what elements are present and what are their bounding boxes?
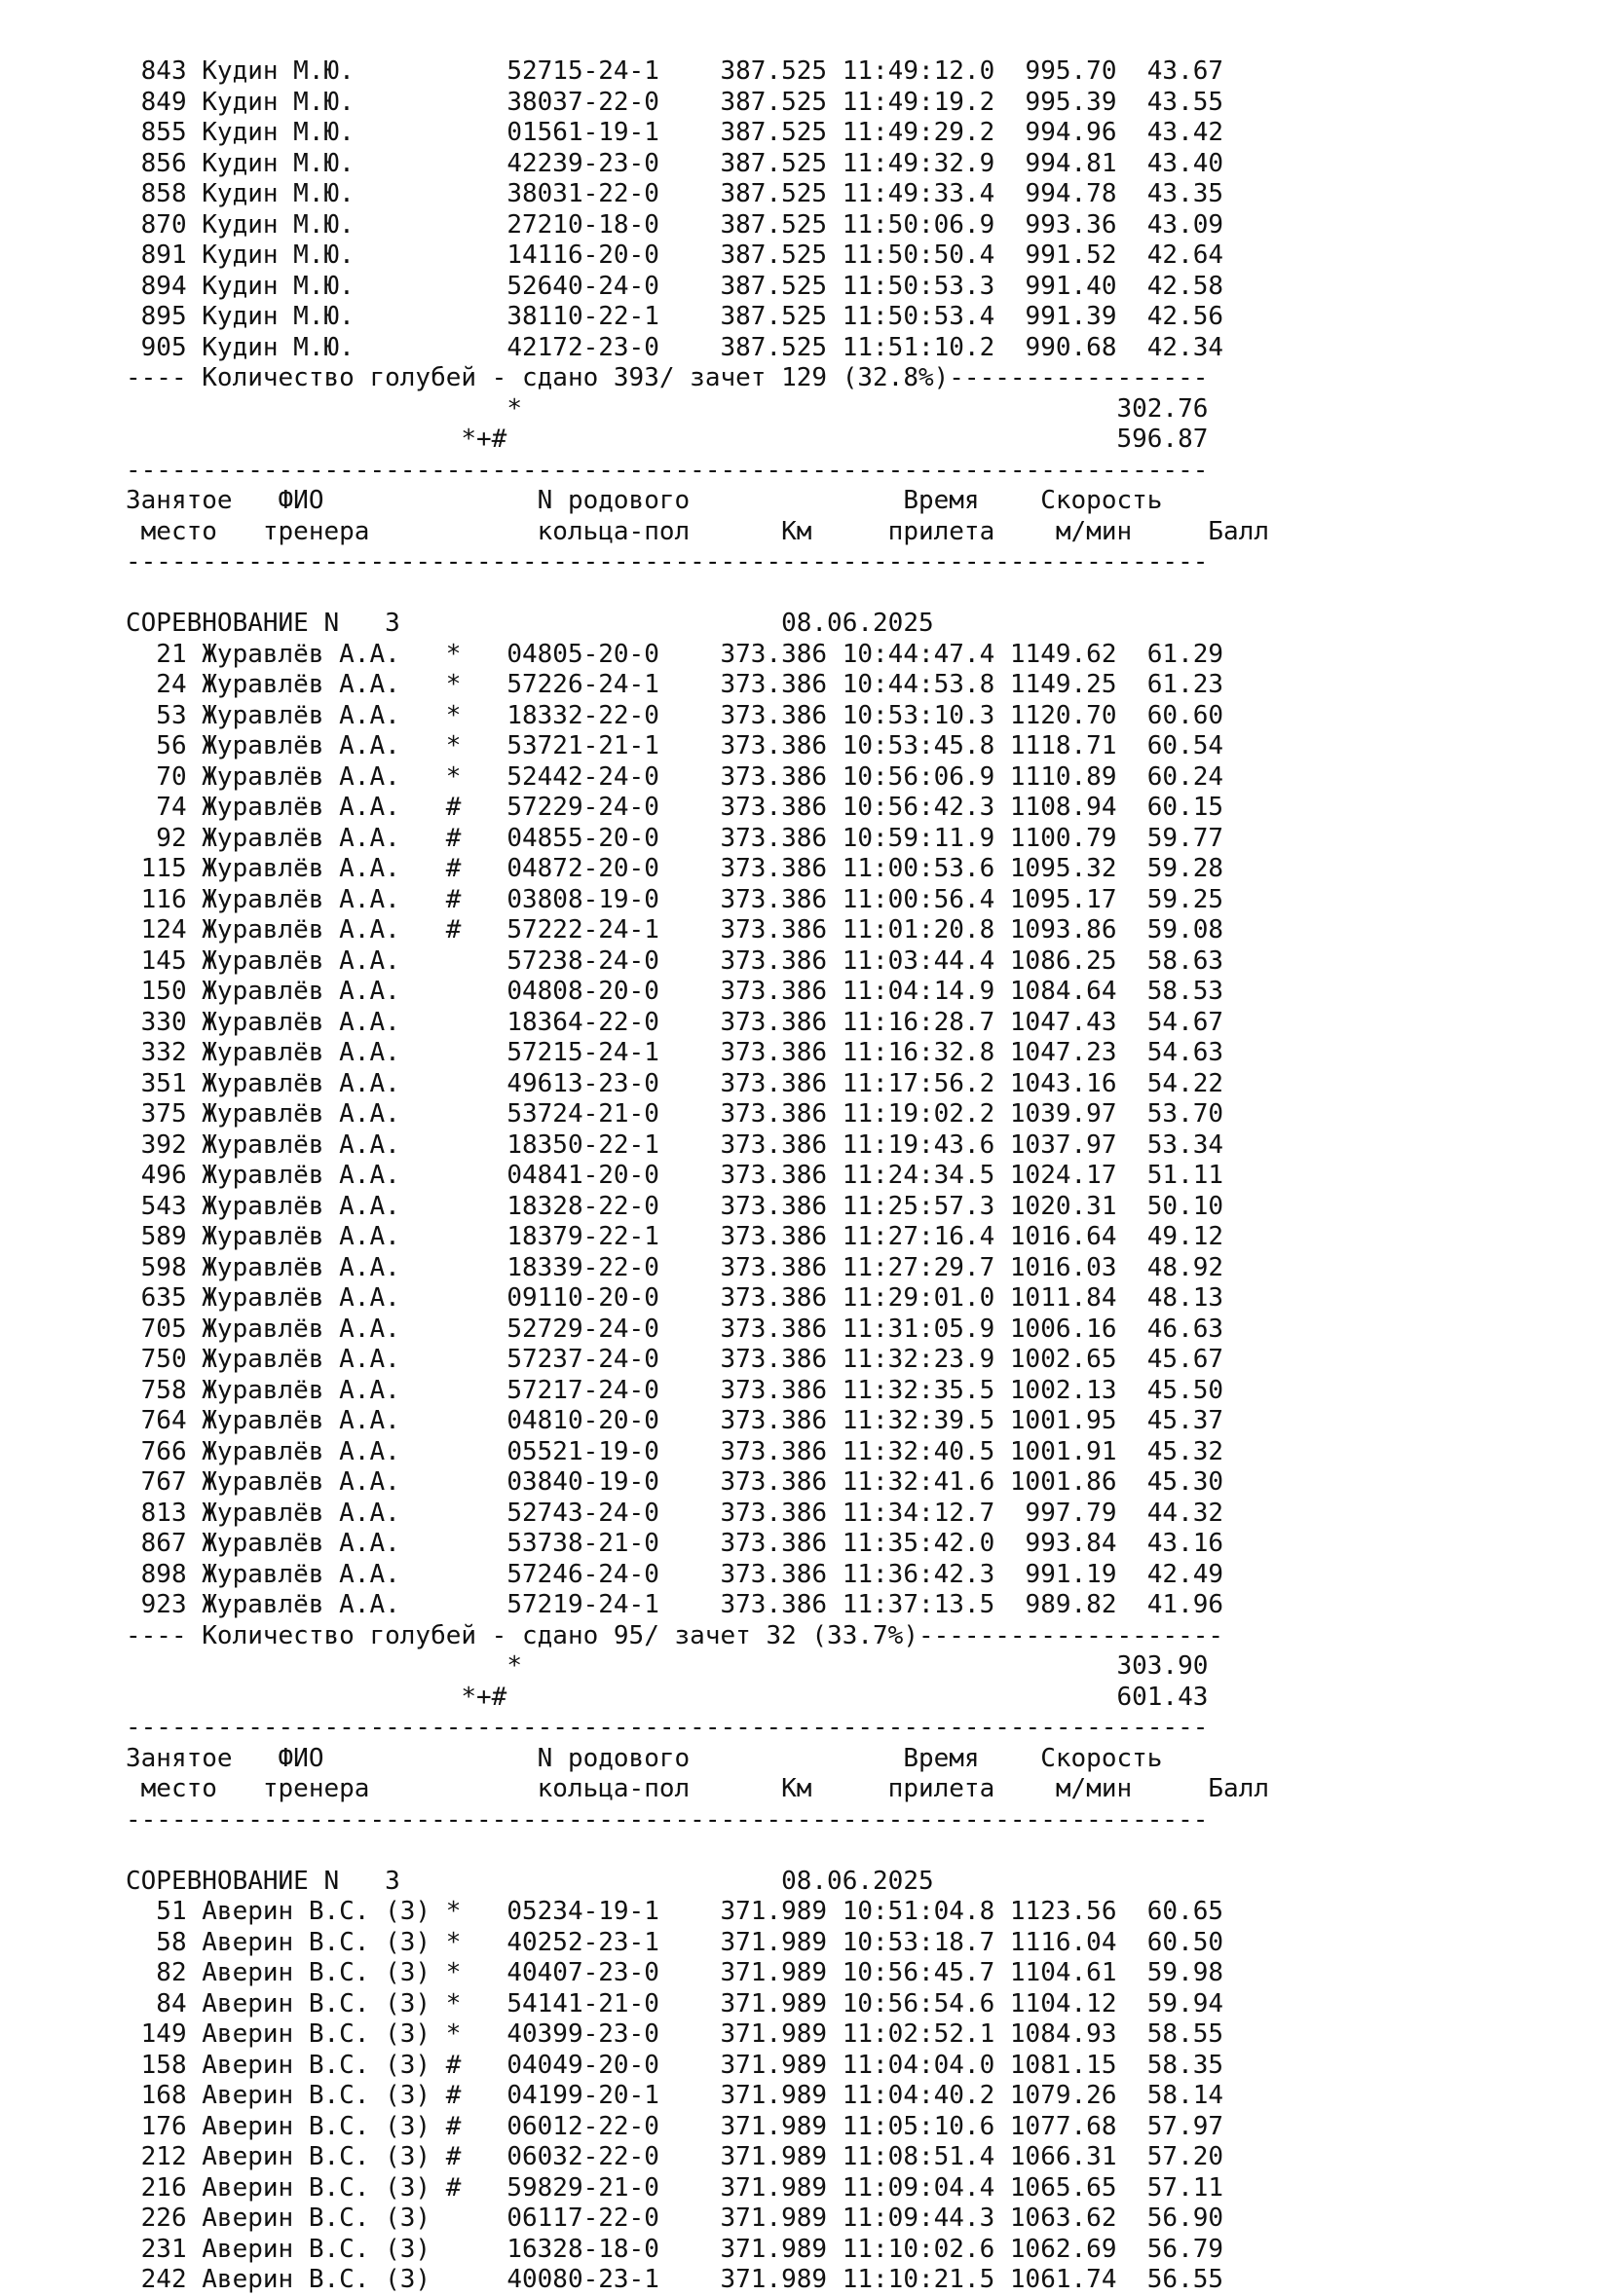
result-row: 150 Журавлёв А.А. 04808-20-0 373.386 11:04:14.9 1084.64 58.53 <box>126 977 1224 1006</box>
separator: ----------------------------------------------------------------------- <box>126 1713 1209 1742</box>
result-row: 635 Журавлёв А.А. 09110-20-0 373.386 11:29:01.0 1011.84 48.13 <box>126 1283 1224 1313</box>
result-row: 158 Аверин В.С. (З) # 04049-20-0 371.989 11:04:04.0 1081.15 58.35 <box>126 2050 1224 2080</box>
result-row: 212 Аверин В.С. (З) # 06032-22-0 371.989 11:08:51.4 1066.31 57.20 <box>126 2142 1224 2171</box>
result-row: 895 Кудин М.Ю. 38110-22-1 387.525 11:50:53.4 991.39 42.56 <box>126 302 1224 331</box>
result-row: 53 Журавлёв А.А. * 18332-22-0 373.386 10:53:10.3 1120.70 60.60 <box>126 700 1224 730</box>
result-row: 589 Журавлёв А.А. 18379-22-1 373.386 11:27:16.4 1016.64 49.12 <box>126 1222 1224 1251</box>
result-row: 767 Журавлёв А.А. 03840-19-0 373.386 11:32:41.6 1001.86 45.30 <box>126 1467 1224 1497</box>
result-row: 898 Журавлёв А.А. 57246-24-0 373.386 11:36:42.3 991.19 42.49 <box>126 1559 1224 1589</box>
summary-line: ---- Количество голубей - сдано 95/ зачет 32 (33.7%)-------------------- <box>126 1620 1224 1650</box>
result-row: 351 Журавлёв А.А. 49613-23-0 373.386 11:17:56.2 1043.16 54.22 <box>126 1068 1224 1098</box>
result-row: 496 Журавлёв А.А. 04841-20-0 373.386 11:24:34.5 1024.17 51.11 <box>126 1161 1224 1190</box>
result-row: 813 Журавлёв А.А. 52743-24-0 373.386 11:34:12.7 997.79 44.32 <box>126 1498 1224 1528</box>
result-row: 758 Журавлёв А.А. 57217-24-0 373.386 11:32:35.5 1002.13 45.50 <box>126 1375 1224 1405</box>
result-row: 92 Журавлёв А.А. # 04855-20-0 373.386 10:59:11.9 1100.79 59.77 <box>126 823 1224 853</box>
table-header: Занятое ФИО N родового Время Скорость <box>126 1743 1163 1773</box>
result-row: 375 Журавлёв А.А. 53724-21-0 373.386 11:19:02.2 1039.97 53.70 <box>126 1099 1224 1129</box>
blank-line <box>126 1835 1509 1867</box>
result-row: 705 Журавлёв А.А. 52729-24-0 373.386 11:31:05.9 1006.16 46.63 <box>126 1314 1224 1344</box>
result-row: 82 Аверин В.С. (З) * 40407-23-0 371.989 10:56:45.7 1104.61 59.98 <box>126 1958 1224 1987</box>
result-row: 598 Журавлёв А.А. 18339-22-0 373.386 11:27:29.7 1016.03 48.92 <box>126 1252 1224 1282</box>
result-row: 116 Журавлёв А.А. # 03808-19-0 373.386 11:00:56.4 1095.17 59.25 <box>126 884 1224 914</box>
result-row: 849 Кудин М.Ю. 38037-22-0 387.525 11:49:19.2 995.39 43.55 <box>126 87 1224 117</box>
result-row: 392 Журавлёв А.А. 18350-22-1 373.386 11:19:43.6 1037.97 53.34 <box>126 1129 1224 1160</box>
result-row: 56 Журавлёв А.А. * 53721-21-1 373.386 10:53:45.8 1118.71 60.54 <box>126 731 1224 760</box>
result-row: 21 Журавлёв А.А. * 04805-20-0 373.386 10:44:47.4 1149.62 61.29 <box>126 639 1224 669</box>
result-row: 332 Журавлёв А.А. 57215-24-1 373.386 11:16:32.8 1047.23 54.63 <box>126 1038 1224 1067</box>
result-row: 226 Аверин В.С. (З) 06117-22-0 371.989 11:09:44.3 1063.62 56.90 <box>126 2203 1224 2233</box>
summary-line: ---- Количество голубей - сдано 393/ зачет 129 (32.8%)----------------- <box>126 363 1209 392</box>
competition-title: СОРЕВНОВАНИЕ N 3 08.06.2025 <box>126 1866 934 1896</box>
result-row: 124 Журавлёв А.А. # 57222-24-1 373.386 11:01:20.8 1093.86 59.08 <box>126 915 1224 944</box>
result-row: 145 Журавлёв А.А. 57238-24-0 373.386 11:03:44.4 1086.25 58.63 <box>126 945 1224 976</box>
separator: ----------------------------------------------------------------------- <box>126 455 1209 485</box>
result-row: 766 Журавлёв А.А. 05521-19-0 373.386 11:32:40.5 1001.91 45.32 <box>126 1436 1224 1466</box>
results-document <box>126 56 1509 2296</box>
result-row: 891 Кудин М.Ю. 14116-20-0 387.525 11:50:50.4 991.52 42.64 <box>126 241 1224 270</box>
result-row: 176 Аверин В.С. (З) # 06012-22-0 371.989 11:05:10.6 1077.68 57.97 <box>126 2111 1224 2141</box>
result-row: 58 Аверин В.С. (З) * 40252-23-1 371.989 10:53:18.7 1116.04 60.50 <box>126 1927 1224 1957</box>
result-row: 855 Кудин М.Ю. 01561-19-1 387.525 11:49:29.2 994.96 43.42 <box>126 118 1224 147</box>
result-row: 168 Аверин В.С. (З) # 04199-20-1 371.989 11:04:40.2 1079.26 58.14 <box>126 2081 1224 2110</box>
result-row: 750 Журавлёв А.А. 57237-24-0 373.386 11:32:23.9 1002.65 45.67 <box>126 1345 1224 1374</box>
table-header: Занятое ФИО N родового Время Скорость <box>126 486 1163 515</box>
starhash-total-line: *+# 601.43 <box>126 1682 1209 1712</box>
result-row: 74 Журавлёв А.А. # 57229-24-0 373.386 10:56:42.3 1108.94 60.15 <box>126 793 1224 822</box>
result-row: 923 Журавлёв А.А. 57219-24-1 373.386 11:37:13.5 989.82 41.96 <box>126 1590 1224 1619</box>
star-total-line: * 303.90 <box>126 1651 1209 1681</box>
separator: ----------------------------------------------------------------------- <box>126 547 1209 576</box>
result-row: 24 Журавлёв А.А. * 57226-24-1 373.386 10:44:53.8 1149.25 61.23 <box>126 670 1224 699</box>
result-row: 84 Аверин В.С. (З) * 54141-21-0 371.989 10:56:54.6 1104.12 59.94 <box>126 1988 1224 2018</box>
result-row: 543 Журавлёв А.А. 18328-22-0 373.386 11:25:57.3 1020.31 50.10 <box>126 1191 1224 1221</box>
result-row: 858 Кудин М.Ю. 38031-22-0 387.525 11:49:33.4 994.78 43.35 <box>126 179 1224 208</box>
star-total-line: * 302.76 <box>126 393 1209 424</box>
result-row: 330 Журавлёв А.А. 18364-22-0 373.386 11:16:28.7 1047.43 54.67 <box>126 1007 1224 1037</box>
blank-line <box>126 578 1509 610</box>
competition-title: СОРЕВНОВАНИЕ N 3 08.06.2025 <box>126 609 934 638</box>
result-row: 115 Журавлёв А.А. # 04872-20-0 373.386 11:00:53.6 1095.32 59.28 <box>126 854 1224 883</box>
table-header: место тренера кольца-пол Км прилета м/мин Балл <box>126 1774 1269 1803</box>
starhash-total-line: *+# 596.87 <box>126 425 1209 454</box>
result-row: 764 Журавлёв А.А. 04810-20-0 373.386 11:32:39.5 1001.95 45.37 <box>126 1406 1224 1435</box>
result-row: 231 Аверин В.С. (З) 16328-18-0 371.989 11:10:02.6 1062.69 56.79 <box>126 2234 1224 2264</box>
table-header: место тренера кольца-пол Км прилета м/мин Балл <box>126 516 1269 546</box>
result-row: 216 Аверин В.С. (З) # 59829-21-0 371.989 11:09:04.4 1065.65 57.11 <box>126 2172 1224 2203</box>
result-row: 867 Журавлёв А.А. 53738-21-0 373.386 11:35:42.0 993.84 43.16 <box>126 1529 1224 1558</box>
separator: ----------------------------------------------------------------------- <box>126 1804 1209 1834</box>
result-row: 70 Журавлёв А.А. * 52442-24-0 373.386 10:56:06.9 1110.89 60.24 <box>126 761 1224 792</box>
result-row: 843 Кудин М.Ю. 52715-24-1 387.525 11:49:12.0 995.70 43.67 <box>126 56 1224 86</box>
result-row: 905 Кудин М.Ю. 42172-23-0 387.525 11:51:10.2 990.68 42.34 <box>126 332 1224 362</box>
result-row: 242 Аверин В.С. (З) 40080-23-1 371.989 11:10:21.5 1061.74 56.55 <box>126 2265 1224 2294</box>
result-row: 51 Аверин В.С. (З) * 05234-19-1 371.989 10:51:04.8 1123.56 60.65 <box>126 1897 1224 1926</box>
result-row: 856 Кудин М.Ю. 42239-23-0 387.525 11:49:32.9 994.81 43.40 <box>126 148 1224 178</box>
result-row: 894 Кудин М.Ю. 52640-24-0 387.525 11:50:53.3 991.40 42.58 <box>126 271 1224 301</box>
result-row: 870 Кудин М.Ю. 27210-18-0 387.525 11:50:06.9 993.36 43.09 <box>126 209 1224 240</box>
result-row: 149 Аверин В.С. (З) * 40399-23-0 371.989 11:02:52.1 1084.93 58.55 <box>126 2019 1224 2049</box>
